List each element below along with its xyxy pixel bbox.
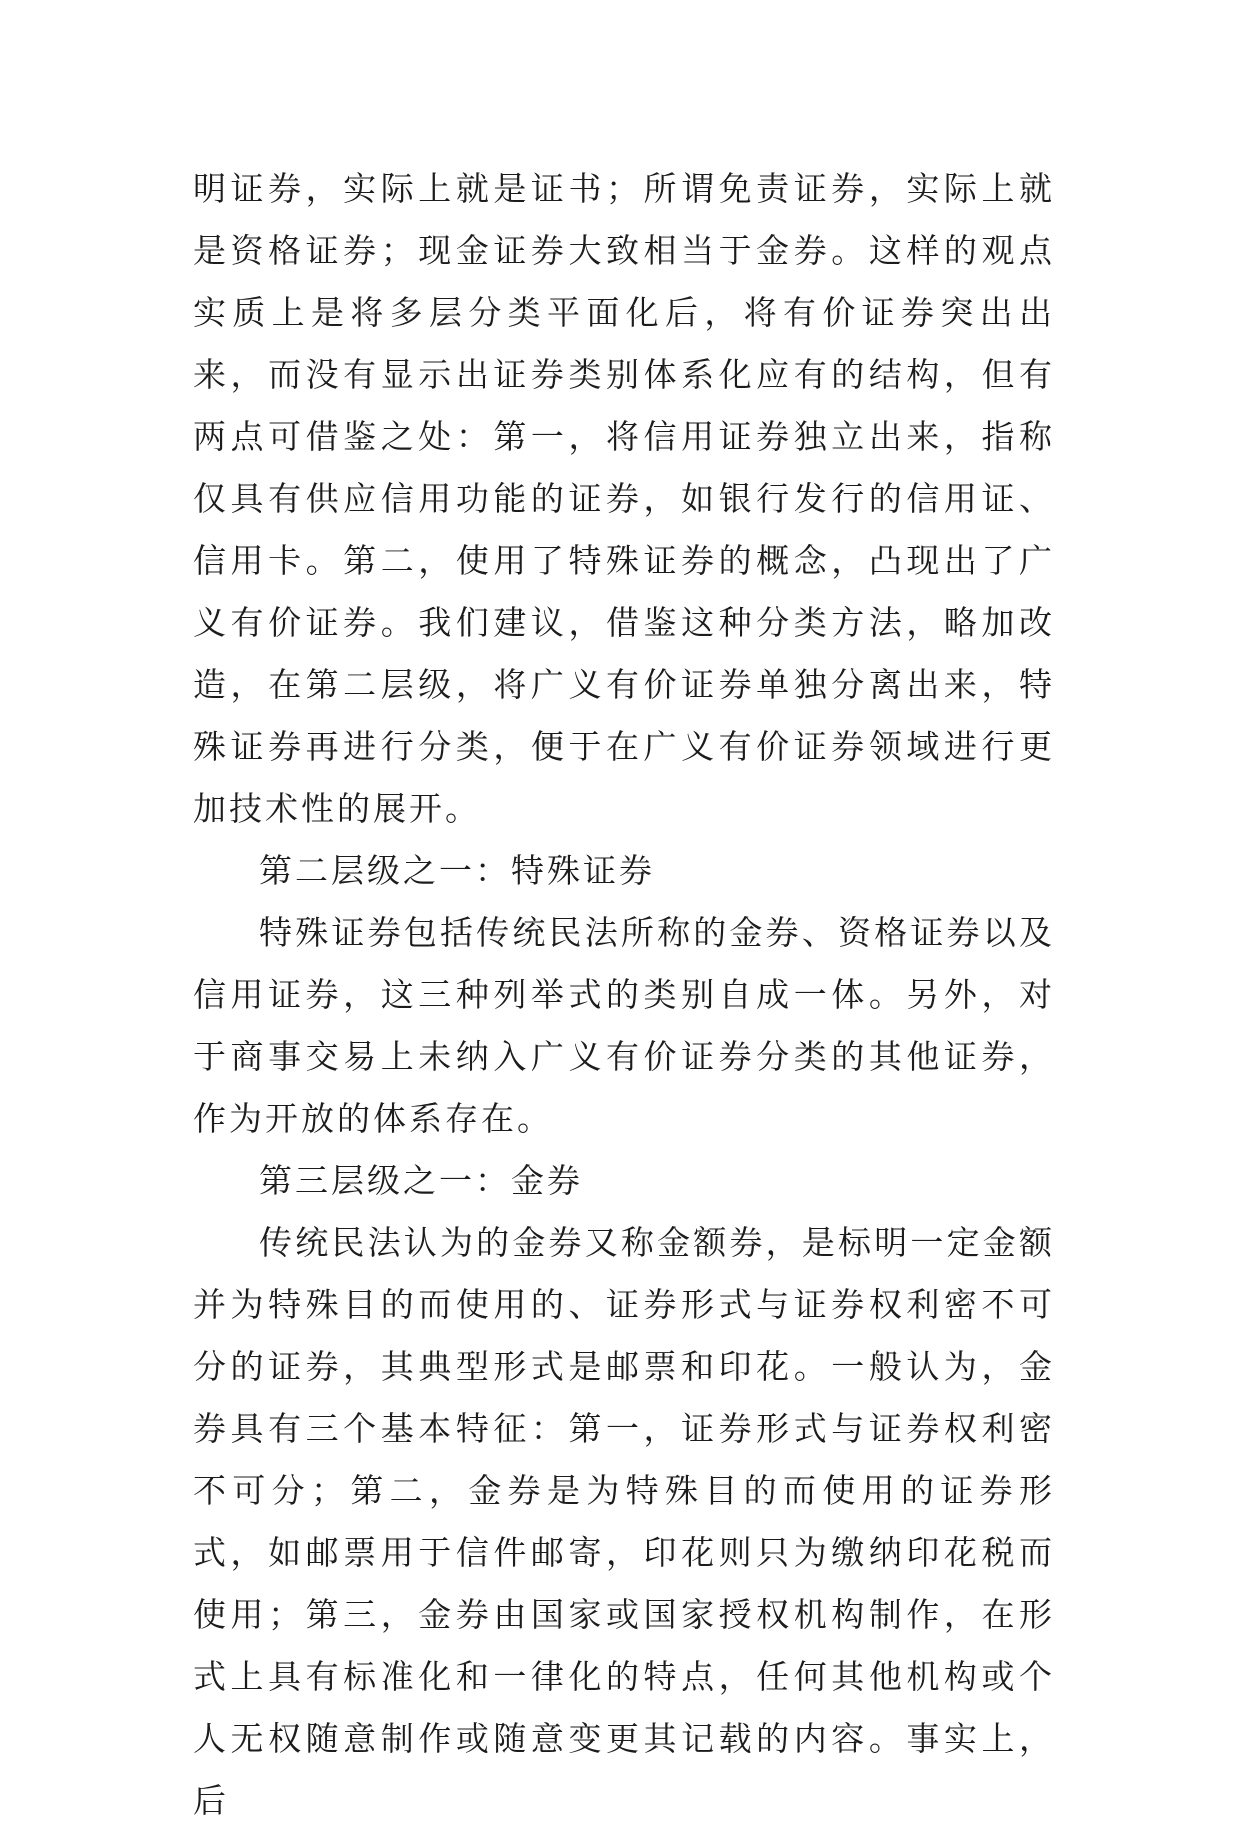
section-heading-money-certificates: 第三层级之一：金券 xyxy=(259,1161,583,1200)
paragraph-continuation: 明证券，实际上就是证书；所谓免责证券，实际上就是资格证券；现金证券大致相当于金券。这样的观点实质上是将多层分类平面化后，将有价证券突出出来，而没有显示出证券类别体系化应有的结构，但有两点可借鉴之处：第一，将信用证券独立出来，指称仅具有供应信用功能的证券，如银行发行的信用证、信用卡。第二，使用了特殊证券的概念，凸现出了广义有价证券。我们建议，借鉴这种分类方法，略加改造，在第二层级，将广义有价证券单独分离出来，特殊证券再进行分类，便于在广义有价证券领域进行更加技术性的展开。 xyxy=(193,169,1055,828)
section-heading-special-securities: 第二层级之一：特殊证券 xyxy=(259,851,655,890)
paragraph-money-certificates: 传统民法认为的金券又称金额券，是标明一定金额并为特殊目的而使用的、证券形式与证券权利密不可分的证券，其典型形式是邮票和印花。一般认为，金券具有三个基本特征：第一，证券形式与证券权利密不可分；第二，金券是为特殊目的而使用的证券形式，如邮票用于信件邮寄，印花则只为缴纳印花税而使用；第三，金券由国家或国家授权机构制作，在形式上具有标准化和一律化的特点，任何其他机构或个人无权随意制作或随意变更其记载的内容。事实上，后 xyxy=(193,1223,1055,1820)
paragraph-special-securities: 特殊证券包括传统民法所称的金券、资格证券以及信用证券，这三种列举式的类别自成一体。另外，对于商事交易上未纳入广义有价证券分类的其他证券，作为开放的体系存在。 xyxy=(193,913,1055,1138)
document-body xyxy=(193,158,1055,1832)
